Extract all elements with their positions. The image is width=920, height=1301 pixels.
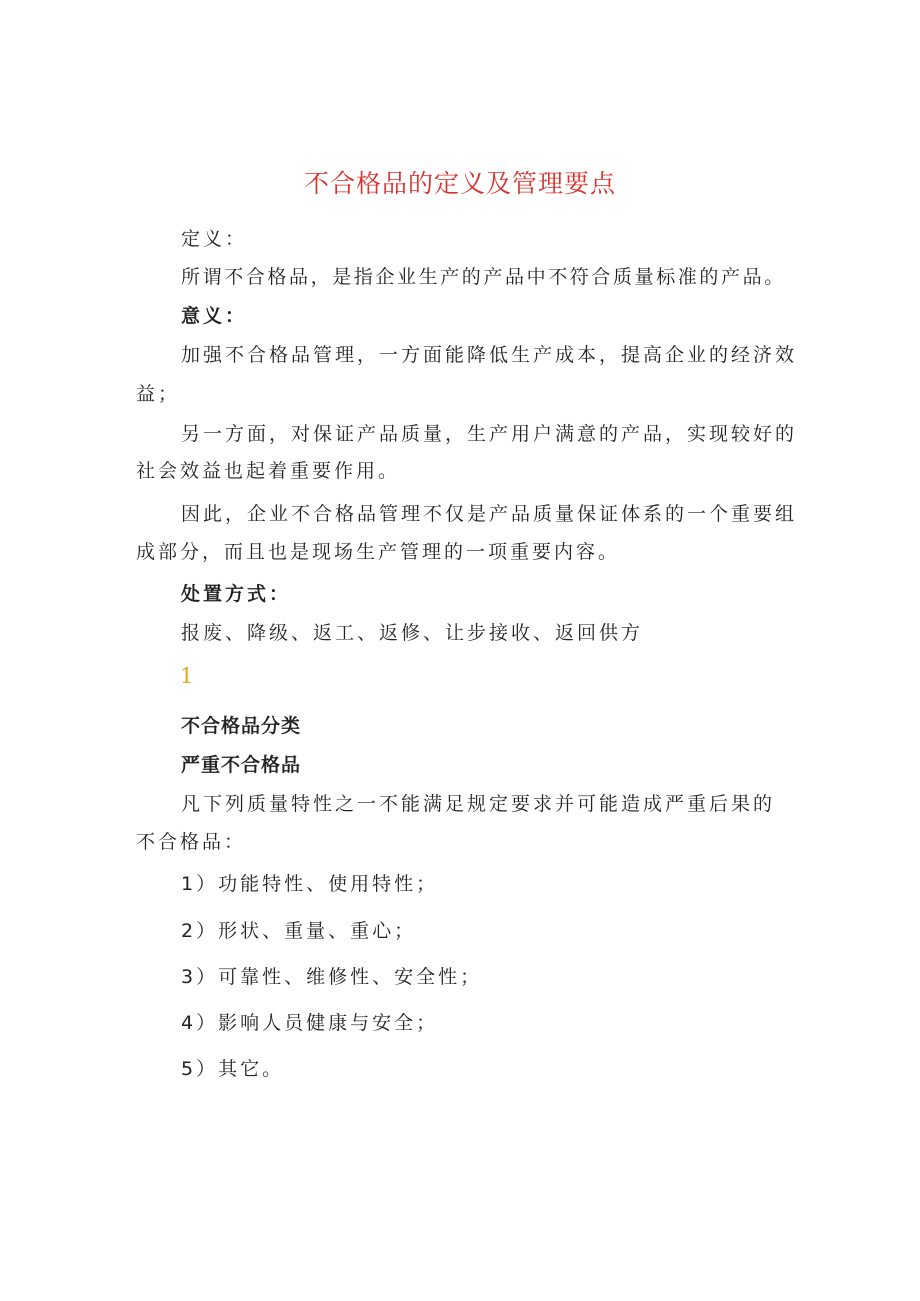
meaning-paragraph-2-line-2: 社会效益也起着重要作用。 [136,460,401,482]
severe-nonconforming-heading: 严重不合格品 [181,754,302,776]
definition-heading: 定义： [181,228,248,250]
severe-item-2: 2）形状、重量、重心； [181,920,417,942]
severe-item-1: 1）功能特性、使用特性； [181,873,439,895]
document-title: 不合格品的定义及管理要点 [303,169,616,198]
definition-text: 所谓不合格品，是指企业生产的产品中不符合质量标准的产品。 [181,266,786,288]
disposal-heading: 处置方式： [181,583,292,605]
meaning-heading: 意义： [181,305,248,327]
severe-item-3: 3）可靠性、维修性、安全性； [181,966,483,988]
severe-item-4: 4）影响人员健康与安全； [181,1012,439,1034]
section-number: 1 [180,664,194,688]
severe-description-line-1: 凡下列质量特性之一不能满足规定要求并可能造成严重后果的 [181,793,776,815]
meaning-paragraph-2-line-1: 另一方面，对保证产品质量，生产用户满意的产品，实现较好的 [181,423,798,445]
severe-description-line-2: 不合格品： [136,831,247,853]
meaning-paragraph-3-line-1: 因此，企业不合格品管理不仅是产品质量保证体系的一个重要组 [181,503,798,525]
disposal-methods: 报废、降级、返工、返修、让步接收、返回供方 [181,622,644,644]
meaning-paragraph-1-line-2: 益； [136,383,181,405]
severe-item-5: 5）其它。 [181,1058,285,1080]
meaning-paragraph-1-line-1: 加强不合格品管理，一方面能降低生产成本，提高企业的经济效 [181,344,798,366]
meaning-paragraph-3-line-2: 成部分，而且也是现场生产管理的一项重要内容。 [136,541,621,563]
classification-heading: 不合格品分类 [181,715,302,737]
